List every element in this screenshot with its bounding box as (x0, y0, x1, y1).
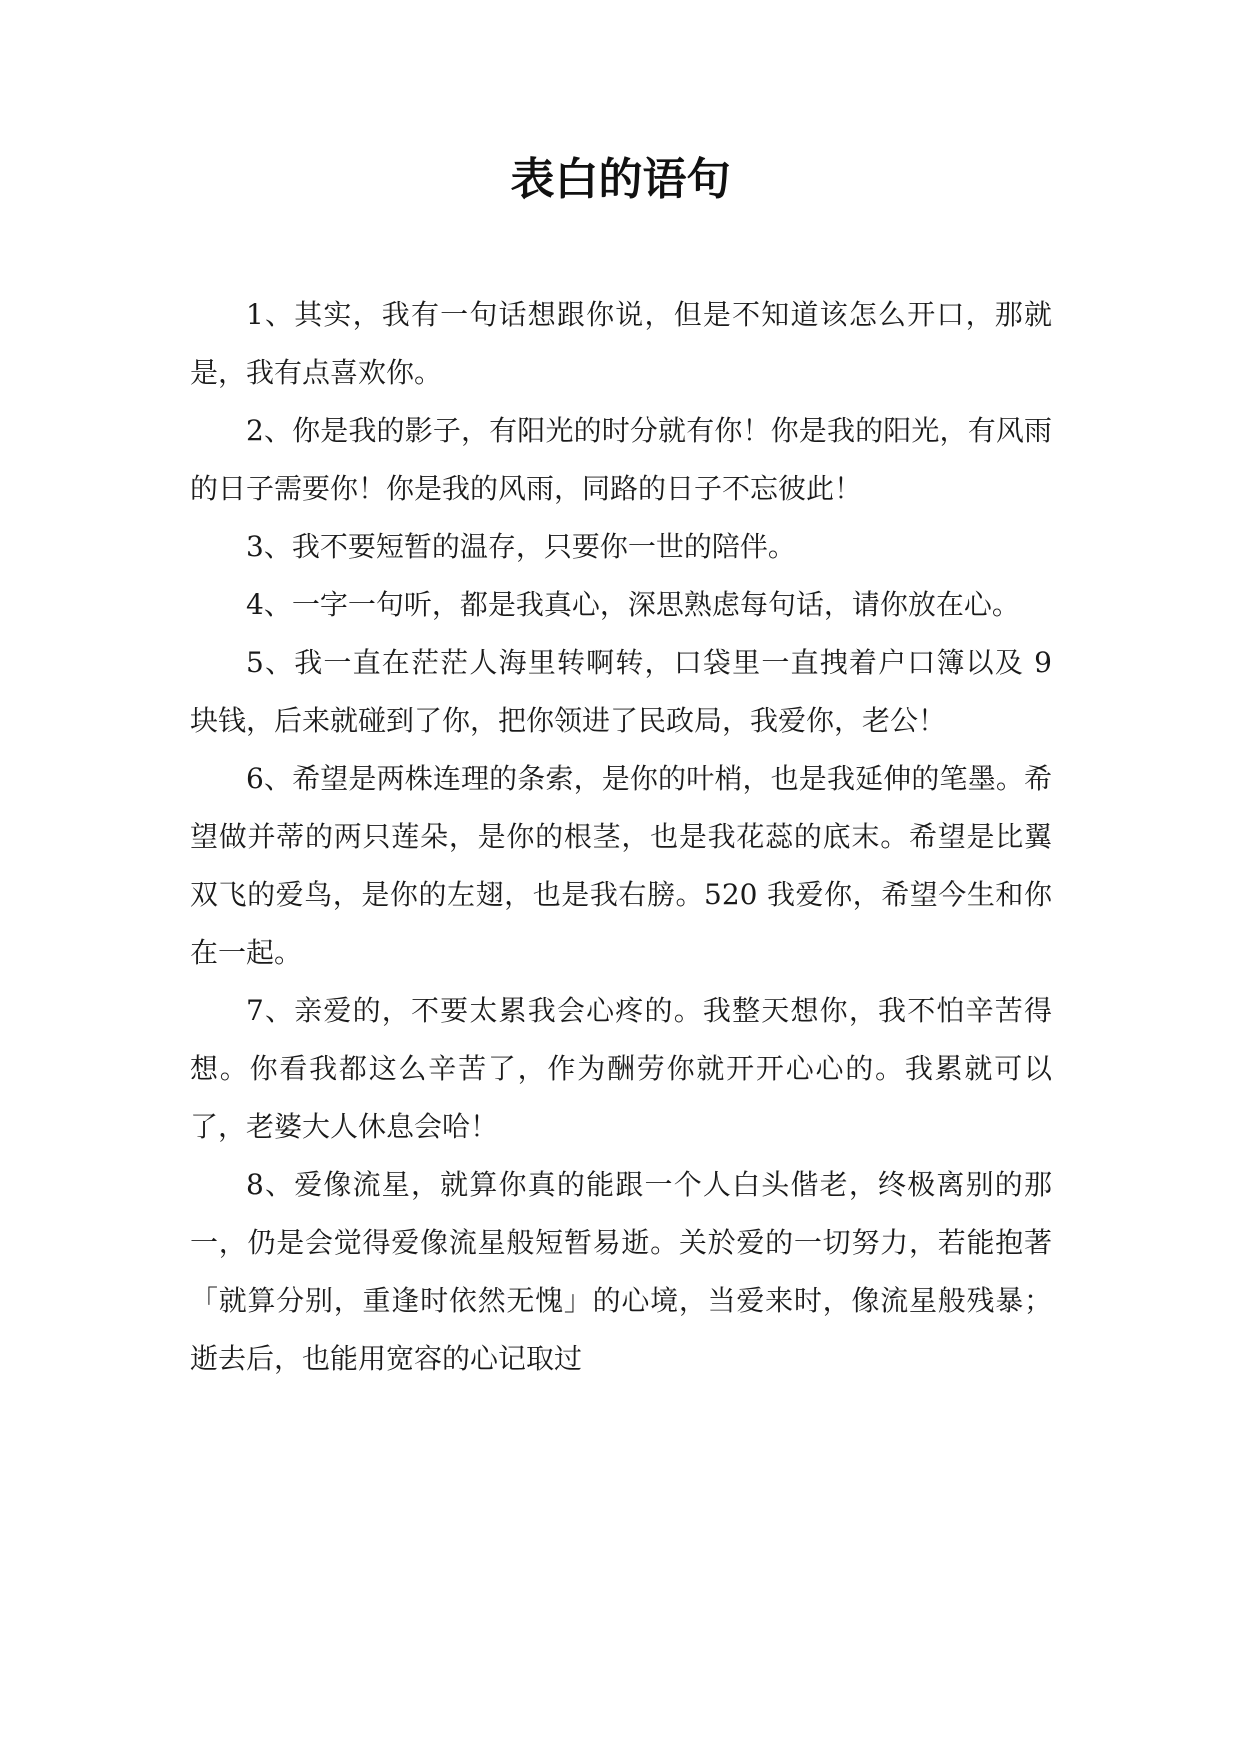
paragraph-4: 4、一字一句听，都是我真心，深思熟虑每句话，请你放在心。 (246, 588, 1020, 621)
document-body (190, 286, 1052, 1388)
paragraph-6: 6、希望是两株连理的条索，是你的叶梢，也是我延伸的笔墨。希望做并蒂的两只莲朵，是你的根茎，也是我花蕊的底末。希望是比翼双飞的爱鸟，是你的左翅，也是我右膀。520 我爱你，希望今生和你在一起。 (190, 762, 1052, 969)
paragraph-7: 7、亲爱的，不要太累我会心疼的。我整天想你，我不怕辛苦得想。你看我都这么辛苦了，作为酬劳你就开开心心的。我累就可以了，老婆大人休息会哈！ (190, 994, 1052, 1143)
paragraph-1: 1、其实，我有一句话想跟你说，但是不知道该怎么开口，那就是，我有点喜欢你。 (190, 298, 1052, 389)
paragraph-2: 2、你是我的影子，有阳光的时分就有你！你是我的阳光，有风雨的日子需要你！你是我的风雨，同路的日子不忘彼此！ (190, 414, 1052, 505)
paragraph-3: 3、我不要短暂的温存，只要你一世的陪伴。 (246, 530, 796, 563)
document-title: 表白的语句 (510, 154, 731, 205)
paragraph-5: 5、我一直在茫茫人海里转啊转，口袋里一直拽着户口簿以及 9 块钱，后来就碰到了你，把你领进了民政局，我爱你，老公！ (190, 646, 1052, 737)
paragraph-8: 8、爱像流星，就算你真的能跟一个人白头偕老，终极离别的那一，仍是会觉得爱像流星般短暂易逝。关於爱的一切努力，若能抱著「就算分别，重逢时依然无愧」的心境，当爱来时，像流星般残暴；逝去后，也能用宽容的心记取过 (190, 1168, 1052, 1375)
